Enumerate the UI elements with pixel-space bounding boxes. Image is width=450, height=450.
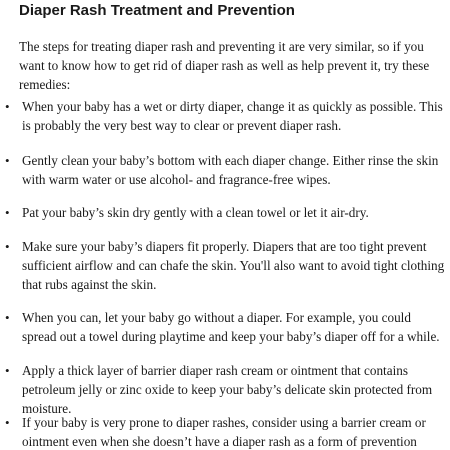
bullet-icon: •	[5, 363, 10, 378]
bullet-icon: •	[5, 415, 10, 430]
list-item-text: When your baby has a wet or dirty diaper, change it as quickly as possible. This is probably the very best way to clear or prevent diaper rash.	[22, 99, 443, 133]
bullet-icon: •	[5, 99, 10, 114]
list-item-text: If your baby is very prone to diaper rashes, consider using a barrier cream or ointment even when she doesn’t have a diaper rash as a form of prevention	[22, 415, 426, 449]
list-item-text: When you can, let your baby go without a diaper. For example, you could spread out a towel during playtime and keep your baby’s diaper off for a while.	[22, 310, 440, 344]
list-item-text: Apply a thick layer of barrier diaper rash cream or ointment that contains petroleum jelly or zinc oxide to keep your baby’s delicate skin protected from moisture.	[22, 363, 433, 416]
bullet-icon: •	[5, 205, 10, 220]
bullet-icon: •	[5, 153, 10, 168]
list-item-text: Pat your baby’s skin dry gently with a clean towel or let it air-dry.	[22, 205, 369, 220]
bullet-icon: •	[5, 310, 10, 325]
article-title: Diaper Rash Treatment and Prevention	[19, 2, 295, 19]
list-item-text: Gently clean your baby’s bottom with each diaper change. Either rinse the skin with warm water or use alcohol- and fragrance-free wipes.	[22, 153, 439, 187]
bullet-icon: •	[5, 239, 10, 254]
list-item-text: Make sure your baby’s diapers fit properly. Diapers that are too tight prevent sufficient airflow and can chafe the skin. You'll also want to avoid tight clothing that rubs against the skin.	[22, 239, 445, 292]
intro-paragraph: The steps for treating diaper rash and preventing it are very similar, so if you want to know how to get rid of diaper rash as well as help prevent it, try these remedies:	[19, 39, 430, 92]
